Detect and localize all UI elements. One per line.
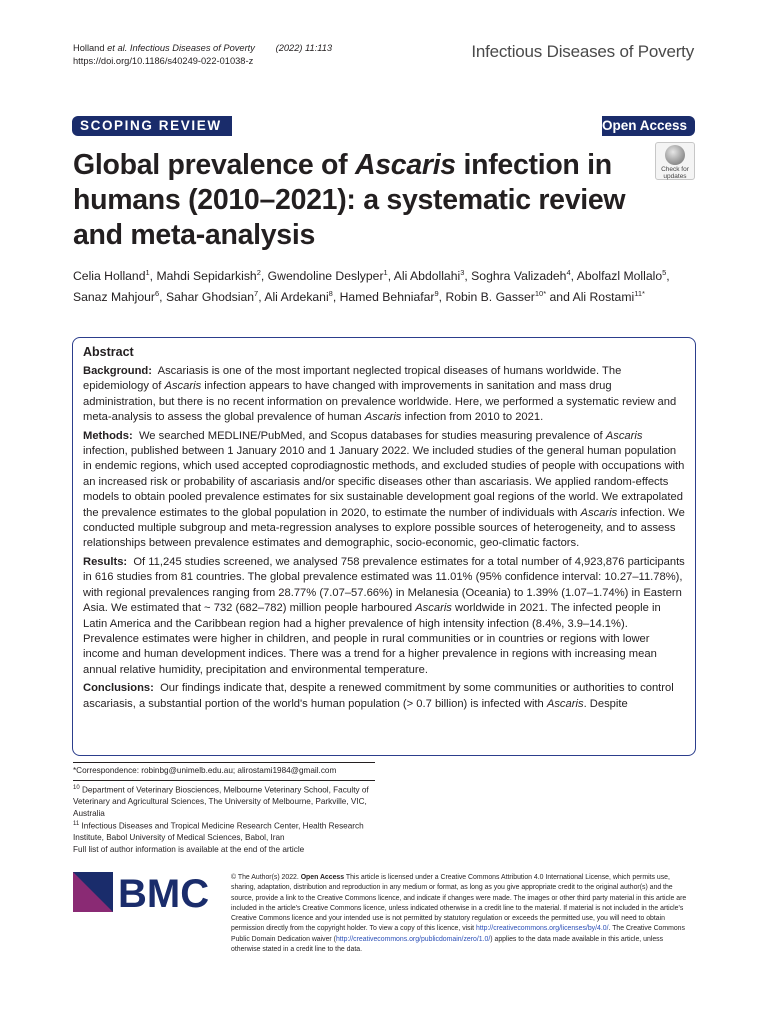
cc-by-link[interactable]: http://creativecommons.org/licenses/by/4.0/ — [475, 925, 609, 933]
author-affiliation: 1 — [145, 268, 150, 277]
article-type-banner — [72, 116, 695, 136]
author-name: Mahdi Sepidarkish — [156, 269, 257, 284]
author-affiliation: 9 — [434, 289, 439, 299]
doi-link[interactable]: https://doi.org/10.1186/s40249-022-01038-z — [73, 56, 254, 66]
journal-name: Infectious Diseases of Poverty — [471, 42, 694, 61]
footnotes — [73, 762, 373, 856]
footnote-rule — [73, 762, 375, 763]
bmc-logo — [73, 872, 213, 912]
open-access-label: Open Access — [602, 116, 695, 136]
author-name: Hamed Behniafar — [339, 290, 435, 305]
author-name: Ali Ardekani — [264, 290, 329, 305]
author-name: Abolfazl Mollalo — [576, 269, 663, 284]
author-affiliation: 2 — [256, 268, 261, 277]
check-updates-text: Check for updates — [661, 166, 689, 180]
article-type-label: SCOPING REVIEW — [72, 116, 232, 136]
author-affiliation: 4 — [566, 268, 571, 277]
abstract-results: Results: Of 11,245 studies screened, we analysed 758 prevalence estimates for a total number of 4,923,876 participants in 616 studies from 81 countries. The global prevalence estimated was 11.01% (95% confidence interval: 10.27–11.78%), with regional prevalences ranging from 28.77% (7.07–57.66%) in Melanesia (Oceania) to 1.39% (1.07–1.74%) in Eastern Asia. We estimated that ~ 732 (682–782) million people harboured Ascaris worldwide in 2021. The infected people in Latin America and the Caribbean region had a higher prevalence of high intensity infection (8.4%, 3.9–14.1%). Prevalence estimates were higher in children, and people in rural communities or in countries or regions with lower income and human development indices. There was a trend for a higher prevalence in regions with increasing mean annual relative humidity, precipitation and environmental temperature. — [83, 555, 685, 676]
author-affiliation: 6 — [154, 289, 160, 299]
author-name: Gwendoline Deslyper — [267, 269, 384, 284]
abstract-background: Background: Ascariasis is one of the most important neglected tropical diseases of humans worldwide. The epidemiology of Ascaris infection appears to have changed with improvements in sanitation and mass drug administration, but there is no recent information on prevalence worldwide. Here, we performed a systematic review and meta-analysis to assess the global prevalence of human Ascaris infection from 2010 to 2021. — [83, 365, 677, 424]
affiliation-10: $^{10}$ Department of Veterinary Biosciences, Melbourne Veterinary School, Faculty of Veterinary and Agricultural Sciences, The University of Melbourne, Parkville, VIC, Australia — [73, 784, 369, 818]
author-affiliation: 11* — [634, 289, 645, 299]
affiliation-11: $^{11}$ Infectious Diseases and Tropical Medicine Research Center, Health Research Institute, Babol University of Medical Sciences, Babol, Iran — [73, 821, 364, 843]
cc-zero-link[interactable]: http://creativecommons.org/publicdomain/zero/1.0/ — [335, 935, 491, 943]
author-affiliation: 7 — [254, 289, 259, 299]
author-name: Celia Holland — [73, 269, 146, 284]
citation-header — [73, 42, 332, 68]
author-affiliation: 1 — [383, 268, 388, 277]
author-affiliation: 5 — [662, 268, 667, 277]
citation-journal: et al. Infectious Diseases of Poverty — [107, 43, 255, 53]
author-affiliation: 8 — [328, 289, 333, 299]
author-name: Ali Rostami — [572, 290, 635, 305]
author-name: Soghra Valizadeh — [471, 269, 567, 284]
license-statement: © The Author(s) 2022. Open Access This article is licensed under a Creative Commons Attribution 4.0 International License, which permits use, sharing, adaptation, distribution and reproduction in any medium or format, as long as you give appropriate credit to the original author(s) and the source, provide a link to the Creative Commons licence, and indicate if changes were made. The images or other third party material in this article are included in the article's Creative Commons licence, unless indicated otherwise in a credit line to the material. If material is not included in the article's Creative Commons licence and your intended use is not permitted by statutory regulation or exceeds the permitted use, you will need to obtain permission directly from the copyright holder. To view a copy of this licence, visit http://creativecommons.org/licenses/by/4.0/. The Creative Commons Public Domain Dedication waiver (http://creativecommons.org/publicdomain/zero/1.0/) applies to the data made available in this article, unless otherwise stated in a credit line to the data. — [231, 874, 687, 954]
author-name: Sahar Ghodsian — [165, 290, 255, 305]
article-title: Global prevalence of Ascaris infection in humans (2010–2021): a systematic review and meta-analysis — [73, 149, 626, 251]
check-updates-icon — [665, 145, 685, 165]
author-name: Sanaz Mahjour — [73, 290, 155, 305]
author-affiliation: 3 — [460, 268, 465, 277]
author-info-note: Full list of author information is available at the end of the article — [73, 845, 305, 855]
author-name: Robin B. Gasser — [445, 290, 535, 305]
abstract-heading: Abstract — [83, 345, 134, 359]
author-name: Ali Abdollahi — [393, 269, 461, 284]
bmc-logo-text: BMC — [118, 872, 210, 912]
footnote-rule — [73, 780, 375, 781]
abstract-box — [72, 337, 696, 756]
correspondence: *Correspondence: robinbg@unimelb.edu.au; alirostami1984@gmail.com — [73, 766, 337, 775]
citation-year: (2022) 11:113 — [275, 43, 333, 53]
author-affiliation: 10* — [534, 289, 547, 299]
citation-authors: Holland — [73, 43, 108, 53]
abstract-methods: Methods: We searched MEDLINE/PubMed, and Scopus databases for studies measuring prevalence of Ascaris infection, published between 1 January 2010 and 1 January 2022. We included studies of the general human population in endemic regions, which used accepted coprodiagnostic methods, and excluded studies of people with occupations with an increased risk or probability of ascariasis and/or specific diseases other than ascariasis. We applied random-effects models to obtain pooled prevalence estimates for six sustainable development goal regions of the world. We extrapolated the prevalence estimates to the global population in 2020, to estimate the number of individuals with Ascaris infection. We conducted multiple subgroup and meta-regression analyses to explore possible sources of heterogeneity, and to assess relationships between prevalence estimates and demographic, socio-economic, geo-climatic factors. — [83, 429, 685, 550]
abstract-conclusions: Conclusions: Our findings indicate that, despite a renewed commitment by some communities or authorities to control ascariasis, a substantial portion of the world's human population (> 0.7 billion) is infected with Ascaris. Despite — [83, 682, 674, 710]
author-list: Celia Holland$^1$, Mahdi Sepidarkish$^2$, Gwendoline Deslyper$^1$, Ali Abdollahi$^3$, Soghra Valizadeh$^4$, Abolfazl Mollalo$^5$, Sanaz Mahjour$^6$, Sahar Ghodsian$^7$, Ali Ardekani$^8$, Hamed Behniafar$^9$, Robin B. Gasser$^{10*}$ and Ali Rostami$^{11*}$ — [73, 268, 670, 305]
